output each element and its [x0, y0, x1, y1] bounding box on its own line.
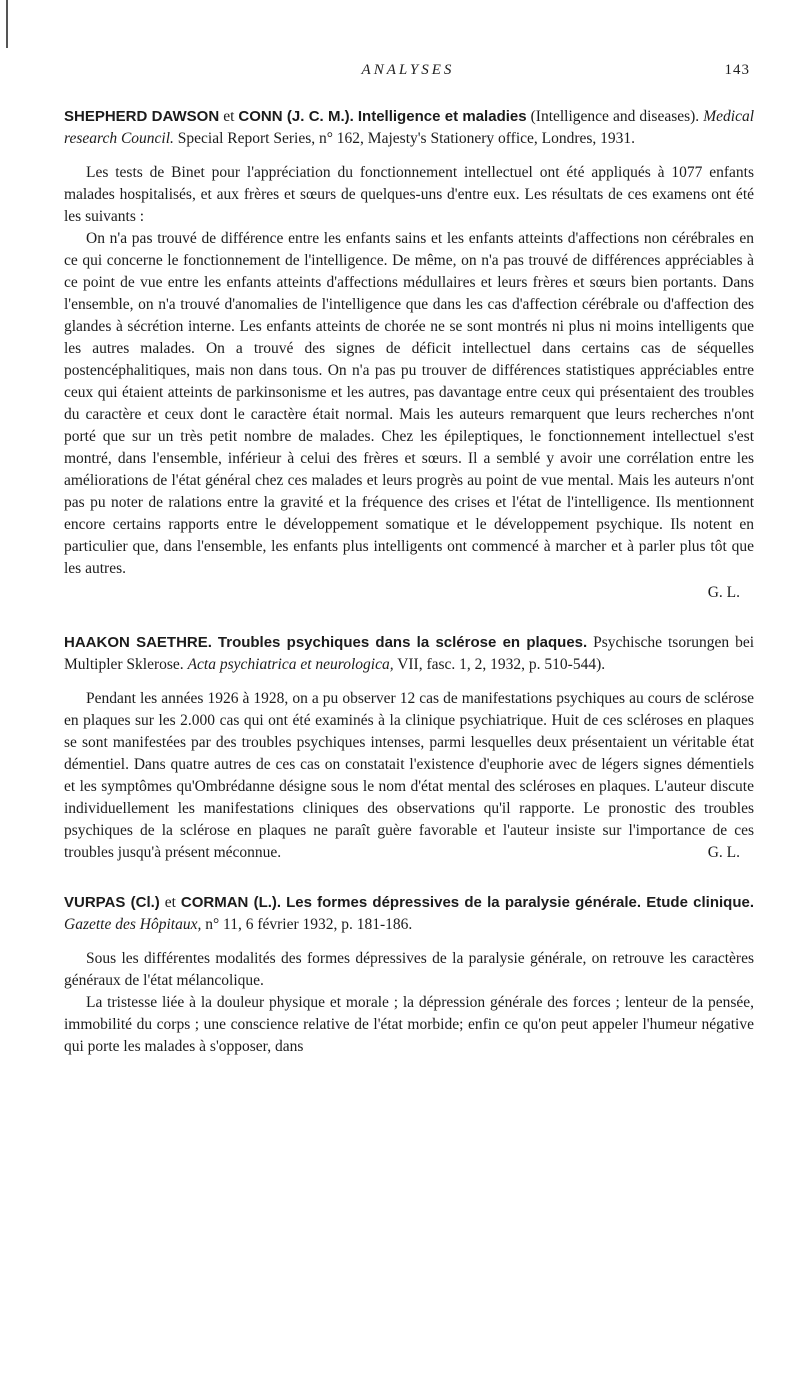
running-head — [66, 62, 750, 86]
article-title: Troubles psychiques dans la sclérose en plaques. — [217, 634, 588, 651]
journal-name: Gazette des Hôpitaux, — [64, 916, 202, 933]
article-body — [64, 688, 754, 864]
article-authors: HAAKON SAETHRE. — [64, 634, 212, 651]
review-article-2 — [64, 632, 754, 864]
paragraph-text: Pendant les années 1926 à 1928, on a pu observer 12 cas de manifestations psychiques au cours de sclérose en plaques sur les 2.000 cas qui ont été examinés à la clinique psychiatrique. Huit de ces scléroses en plaques se sont manifestées par des troubles psychiques intenses, parmi lesquelles deux présentaient un véritable état démentiel. Dans quatre autres de ces cas on constatait l'existence d'euphorie avec de légers signes démentiels et les symptômes qu'Ombrédanne désigne sous le nom d'état mental des scléroses en plaques. L'auteur discute individuellement les manifestations cliniques des observations qu'il rapporte. Le pronostic des troubles psychiques de la sclérose en plaques ne paraît guère favorable et l'auteur insiste sur l'importance de ces troubles jusqu'à présent méconnue. — [64, 690, 754, 861]
article-authors: SHEPHERD DAWSON — [64, 108, 220, 125]
article-heading — [64, 632, 754, 676]
reviewer-signature: G. L. — [707, 844, 740, 861]
citation-details: VII, fasc. 1, 2, 1932, p. 510-544). — [393, 656, 606, 673]
author-conjunction: et — [159, 894, 181, 911]
article-authors: VURPAS (Cl.) — [64, 894, 160, 911]
paragraph: La tristesse liée à la douleur physique et morale ; la dépression générale des forces ; lenteur de la pensée, immobilité du corps ; une conscience relative de l'état morbide; enfin ce qu'on peut appeler l'humeur négative qui porte les malades à s'opposer, dans — [64, 994, 754, 1055]
article-coauthors: CORMAN (L.). — [180, 894, 282, 911]
citation-text: Psychische tsorungen bei Multipler Sklerose. — [64, 634, 755, 673]
article-heading — [64, 106, 754, 150]
article-body — [64, 162, 754, 580]
running-title: ANALYSES — [361, 62, 455, 78]
article-title: Les formes dépressives de la paralysie générale. Etude clinique. — [286, 894, 754, 911]
journal-name: Acta psychiatrica et neurologica, — [187, 656, 394, 673]
paragraph: Sous les différentes modalités des formes dépressives de la paralysie générale, on retrouve les caractères généraux de l'état mélancolique. — [64, 950, 754, 989]
paragraph: Les tests de Binet pour l'appréciation du fonctionnement intellectuel ont été appliqués à 1077 enfants malades hospitalisés, et aux frères et sœurs de quelques-uns d'entre eux. Les résultats de ces examens ont été les suivants : — [64, 164, 754, 225]
article-heading — [64, 892, 754, 936]
citation-text: (Intelligence and diseases). — [526, 108, 704, 125]
paragraph — [64, 688, 754, 864]
journal-name: Medical research Council. — [64, 108, 755, 147]
reviewer-signature: G. L. — [707, 584, 740, 601]
review-article-3 — [64, 892, 754, 1058]
citation-details: Special Report Series, n° 162, Majesty's Stationery office, Londres, 1931. — [173, 130, 636, 147]
page-content — [64, 106, 754, 1086]
page-number: 143 — [724, 62, 750, 78]
author-conjunction: et — [219, 108, 239, 125]
citation-details: n° 11, 6 février 1932, p. 181-186. — [201, 916, 413, 933]
scan-edge-mark — [6, 0, 8, 48]
review-article-1 — [64, 106, 754, 604]
article-title: Intelligence et maladies — [357, 108, 527, 125]
paragraph: On n'a pas trouvé de différence entre les enfants sains et les enfants atteints d'affections non cérébrales en ce qui concerne le fonctionnement de l'intelligence. De même, on n'a pas trouvé de différences appréciables à ce point de vue entre les enfants atteints d'affections médullaires et leurs frères et sœurs bien portants. Dans l'ensemble, on n'a trouvé d'anomalies de l'intelligence que dans les cas d'affection cérébrale ou d'affection des glandes à sécrétion interne. Les enfants atteints de chorée ne se sont montrés ni plus ni moins intelligents que les autres malades. On a trouvé des signes de déficit intellectuel dans certains cas de séquelles postencéphalitiques, mais non dans tous. On n'a pas pu trouver de différences statistiques appréciables entre ceux qui étaient atteints de parkinsonisme et les autres, pas davantage entre ceux qui présentaient des troubles du caractère et ceux dont le caractère était normal. Mais les auteurs remarquent que leurs recherches n'ont porté que sur un très petit nombre de malades. Chez les épileptiques, le fonctionnement intellectuel s'est montré, dans l'ensemble, inférieur à celui des frères et sœurs. Il a semblé y avoir une corrélation entre les améliorations de l'état général chez ces malades et leurs progrès au point de vue mental. Mais les auteurs n'ont pas pu noter de ralations entre la gravité et la fréquence des crises et l'état de l'intelligence. Ils mentionnent encore certains rapports entre le développement somatique et le développement psychique. Ils notent en particulier que, dans l'ensemble, les enfants plus intelligents ont commencé à marcher et à parler plus tôt que les autres. — [64, 230, 754, 577]
article-body — [64, 948, 754, 1058]
article-coauthors: CONN (J. C. M.). — [238, 108, 354, 125]
